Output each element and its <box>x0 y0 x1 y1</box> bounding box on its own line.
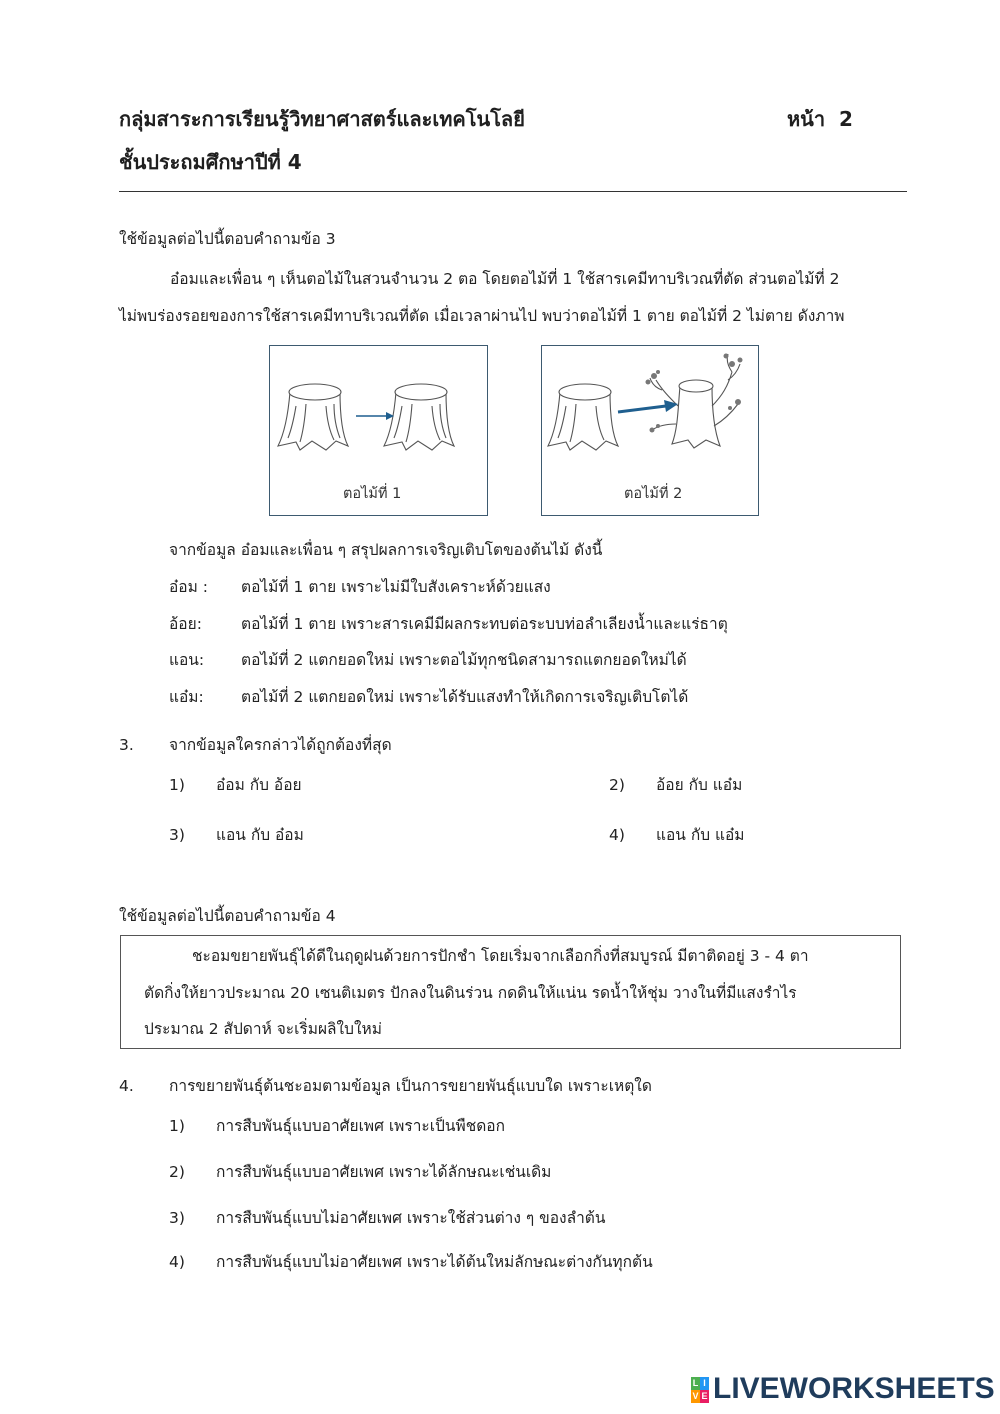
info-box-line1: ชะอมขยายพันธุ์ได้ดีในฤดูฝนด้วยการปักชำ โดยเริ่มจากเลือกกิ่งที่สมบูรณ์ มีตาติดอยู่ 3 - 4 ตา <box>192 947 809 965</box>
q4-option-4-number: 4) <box>169 1253 185 1271</box>
question-4-number: 4. <box>119 1077 134 1095</box>
page-number: หน้า 2 <box>787 107 853 131</box>
q4-option-2-number: 2) <box>169 1163 185 1181</box>
q3-option-1[interactable]: อ๋อม กับ อ้อย <box>216 776 302 794</box>
q4-option-2[interactable]: การสืบพันธุ์แบบอาศัยเพศ เพราะได้ลักษณะเช่นเดิม <box>216 1163 552 1181</box>
conclusion-intro: จากข้อมูล อ๋อมและเพื่อน ๆ สรุปผลการเจริญเติบโตของต้นไม้ ดังนี้ <box>169 541 603 559</box>
figure-stump-2-caption: ตอไม้ที่ 2 <box>624 486 683 502</box>
q3-option-4-number: 4) <box>609 826 625 844</box>
statement-text: ตอไม้ที่ 2 แตกยอดใหม่ เพราะได้รับแสงทำให้เกิดการเจริญเติบโตได้ <box>241 688 689 706</box>
statement-text: ตอไม้ที่ 2 แตกยอดใหม่ เพราะตอไม้ทุกชนิดสามารถแตกยอดใหม่ได้ <box>241 651 687 669</box>
statement-name: แอ๋ม: <box>169 688 204 706</box>
figure-stump-1 <box>269 345 488 516</box>
q4-option-1[interactable]: การสืบพันธุ์แบบอาศัยเพศ เพราะเป็นพืชดอก <box>216 1117 505 1135</box>
section4-intro: ใช้ข้อมูลต่อไปนี้ตอบคำถามข้อ 4 <box>119 907 336 925</box>
liveworksheets-wordmark: LIVEWORKSHEETS <box>713 1372 995 1405</box>
subject-title: กลุ่มสาระการเรียนรู้วิทยาศาสตร์และเทคโนโลยี <box>119 107 525 131</box>
figure-stump-2 <box>541 345 759 516</box>
question-3-text: จากข้อมูลใครกล่าวได้ถูกต้องที่สุด <box>169 736 392 754</box>
q4-option-3[interactable]: การสืบพันธุ์แบบไม่อาศัยเพศ เพราะใช้ส่วนต่าง ๆ ของลำต้น <box>216 1209 606 1227</box>
q3-option-4[interactable]: แอน กับ แอ๋ม <box>656 826 745 844</box>
figure-stump-1-caption: ตอไม้ที่ 1 <box>343 486 402 502</box>
info-box-line3: ประมาณ 2 สัปดาห์ จะเริ่มผลิใบใหม่ <box>144 1020 382 1038</box>
statement-name: อ้อย: <box>169 615 202 633</box>
question-4-text: การขยายพันธุ์ต้นชะอมตามข้อมูล เป็นการขยายพันธุ์แบบใด เพราะเหตุใด <box>169 1077 652 1095</box>
grade-title: ชั้นประถมศึกษาปีที่ 4 <box>119 150 302 174</box>
q4-option-1-number: 1) <box>169 1117 185 1135</box>
section3-paragraph-line1: อ๋อมและเพื่อน ๆ เห็นตอไม้ในสวนจำนวน 2 ตอ โดยตอไม้ที่ 1 ใช้สารเคมีทาบริเวณที่ตัด ส่วนตอไม้ที่ 2 <box>170 270 840 288</box>
q4-option-4[interactable]: การสืบพันธุ์แบบไม่อาศัยเพศ เพราะได้ต้นใหม่ลักษณะต่างกันทุกต้น <box>216 1253 653 1271</box>
q3-option-2-number: 2) <box>609 776 625 794</box>
header-divider <box>119 191 907 192</box>
statement-text: ตอไม้ที่ 1 ตาย เพราะไม่มีใบสังเคราะห์ด้วยแสง <box>241 578 551 596</box>
q3-option-3[interactable]: แอน กับ อ๋อม <box>216 826 304 844</box>
statement-name: แอน: <box>169 651 205 669</box>
q3-option-3-number: 3) <box>169 826 185 844</box>
q3-option-1-number: 1) <box>169 776 185 794</box>
liveworksheets-logo[interactable] <box>691 1372 995 1406</box>
statement-text: ตอไม้ที่ 1 ตาย เพราะสารเคมีมีผลกระทบต่อระบบท่อลำเลียงน้ำและแร่ธาตุ <box>241 615 728 633</box>
info-box-line2: ตัดกิ่งให้ยาวประมาณ 20 เซนติเมตร ปักลงในดินร่วน กดดินให้แน่น รดน้ำให้ชุ่ม วางในที่มีแสงรำไร <box>144 984 797 1002</box>
q4-option-3-number: 3) <box>169 1209 185 1227</box>
info-box <box>120 935 901 1049</box>
liveworksheets-icon: L I V E <box>692 1378 708 1401</box>
question-3-number: 3. <box>119 736 134 754</box>
section3-paragraph-line2: ไม่พบร่องรอยของการใช้สารเคมีทาบริเวณที่ตัด เมื่อเวลาผ่านไป พบว่าตอไม้ที่ 1 ตาย ตอไม้ที่ 2 ไม่ตาย ดังภาพ <box>119 307 845 325</box>
statement-name: อ๋อม : <box>169 578 208 596</box>
q3-option-2[interactable]: อ้อย กับ แอ๋ม <box>656 776 743 794</box>
section3-intro: ใช้ข้อมูลต่อไปนี้ตอบคำถามข้อ 3 <box>119 230 336 248</box>
